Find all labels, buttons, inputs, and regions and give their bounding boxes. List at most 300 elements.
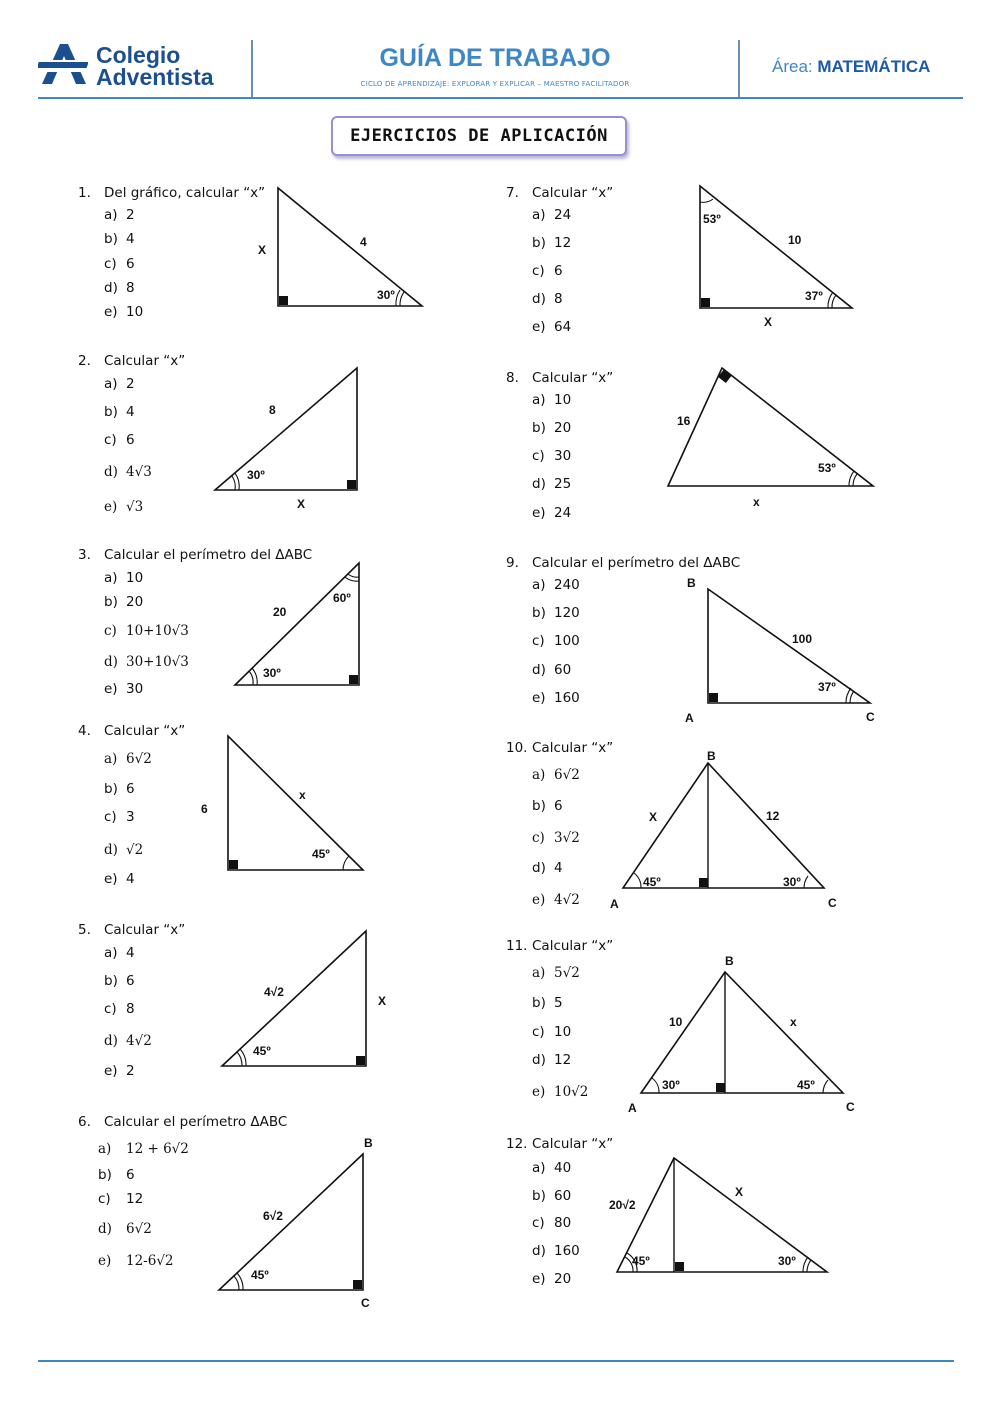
problem-number: 5.: [78, 922, 91, 938]
option-letter: d): [104, 842, 118, 858]
label-angle-bottom: 30º: [263, 666, 281, 680]
option-value: 4: [126, 945, 135, 961]
label-x: x: [753, 495, 760, 509]
problem-number: 9.: [506, 555, 519, 571]
label-vertex-c: C: [846, 1100, 855, 1114]
option-value: 6: [126, 256, 135, 272]
problem-text: Calcular “x”: [104, 723, 186, 739]
right-angle-marker: [709, 693, 718, 702]
option-letter: c): [104, 432, 117, 448]
option: [104, 256, 135, 272]
option: [532, 1243, 580, 1259]
triangle: [668, 368, 873, 486]
triangle-figure-2: [205, 360, 375, 520]
option-value: 12 + 6√2: [126, 1141, 189, 1157]
option: [532, 420, 571, 436]
option-value: 4√2: [126, 1033, 152, 1049]
option-value: 24: [554, 505, 572, 521]
label-x: X: [735, 1185, 744, 1199]
label-vertex-b: B: [364, 1136, 373, 1150]
angle-arc: [807, 1260, 811, 1272]
problem-number: 11.: [506, 938, 528, 954]
option-value: 64: [554, 319, 572, 335]
option-value: 4: [126, 871, 135, 887]
option-value: 8: [126, 280, 135, 296]
option-value: 25: [554, 476, 572, 492]
label-angle-right: 30º: [783, 875, 801, 889]
angle-arc: [348, 574, 359, 577]
triangle-figure-3: [225, 555, 375, 695]
label-angle-left: 30º: [662, 1078, 680, 1092]
option-value: 20: [126, 594, 144, 610]
option-value: 8: [554, 291, 563, 307]
option-letter: a): [532, 965, 546, 981]
label-leg: 16: [677, 414, 691, 428]
subject-area-value: MATEMÁTICA: [817, 57, 931, 76]
triangle: [623, 763, 824, 888]
option-letter: c): [532, 263, 545, 279]
option-value: 10: [126, 570, 144, 586]
triangle: [219, 1154, 363, 1290]
option: [104, 1001, 135, 1017]
option-letter: c): [104, 623, 117, 639]
option-value: 5: [554, 995, 563, 1011]
option-letter: d): [104, 1033, 118, 1049]
option-letter: c): [104, 809, 117, 825]
option: [98, 1141, 189, 1157]
angle-arc: [853, 474, 857, 486]
option-value: 30: [554, 448, 572, 464]
triangle: [641, 972, 843, 1093]
triangle: [700, 186, 852, 308]
problem-11: [506, 938, 613, 954]
option-letter: b): [104, 973, 118, 989]
option-value: 5√2: [554, 965, 580, 981]
section-banner: EJERCICIOS DE APLICACIÓN: [331, 116, 627, 156]
option-value: 8: [126, 1001, 135, 1017]
label-angle: 45º: [312, 847, 330, 861]
problem-number: 10.: [506, 740, 528, 756]
option: [104, 231, 135, 247]
header-rule: [38, 97, 963, 99]
option-value: 6: [126, 1167, 135, 1183]
option-value: 10: [554, 1024, 572, 1040]
option-value: 2: [126, 1063, 135, 1079]
option-letter: e): [98, 1253, 112, 1269]
angle-arc: [400, 292, 404, 306]
school-name: [96, 44, 214, 88]
option-letter: c): [532, 830, 545, 846]
option: [104, 376, 135, 392]
option: [532, 476, 571, 492]
option-value: 6: [126, 973, 135, 989]
option: [104, 1063, 135, 1079]
school-logo-icon: [38, 42, 88, 86]
label-angle-left: 45º: [643, 875, 661, 889]
option-letter: c): [532, 633, 545, 649]
option-letter: d): [532, 476, 546, 492]
option-letter: a): [104, 751, 118, 767]
option-value: 10+10√3: [126, 623, 189, 639]
option-letter: e): [104, 499, 118, 515]
label-vertex-c: C: [828, 896, 837, 910]
option-letter: d): [104, 464, 118, 480]
option-letter: e): [532, 505, 546, 521]
option-letter: c): [98, 1191, 111, 1207]
label-hypotenuse: 6√2: [263, 1209, 283, 1223]
option: [104, 207, 135, 223]
option-letter: e): [532, 1084, 546, 1100]
option-letter: a): [104, 376, 118, 392]
option: [532, 662, 571, 678]
option: [532, 392, 571, 408]
option: [98, 1167, 135, 1183]
option-letter: e): [532, 319, 546, 335]
option: [104, 280, 135, 296]
option: [532, 448, 571, 464]
label-side: 10: [669, 1015, 683, 1029]
school-name-line1: Colegio: [96, 42, 181, 68]
school-name-line2: Adventista: [96, 64, 214, 90]
triangle-figure-9: [680, 575, 885, 730]
option-value: 12: [554, 235, 572, 251]
option-letter: b): [532, 1188, 546, 1204]
angle-arc: [700, 199, 713, 202]
option-letter: d): [98, 1221, 112, 1237]
problem-text: Del gráfico, calcular “x”: [104, 185, 266, 201]
angle-arc: [396, 290, 400, 306]
option: [104, 623, 189, 639]
triangle: [215, 368, 357, 490]
label-side: 12: [766, 809, 780, 823]
option-value: 12: [554, 1052, 572, 1068]
label-angle: 37º: [818, 680, 836, 694]
option: [532, 1024, 571, 1040]
option: [104, 842, 143, 858]
option-letter: c): [104, 256, 117, 272]
option-value: 120: [554, 605, 580, 621]
option-letter: e): [532, 1271, 546, 1287]
label-x: X: [297, 497, 306, 511]
option: [532, 690, 580, 706]
option-value: 6: [126, 432, 135, 448]
problem-text: Calcular “x”: [532, 185, 614, 201]
option-letter: d): [532, 1052, 546, 1068]
option-value: 10: [126, 304, 144, 320]
right-angle-marker: [347, 480, 356, 489]
option-value: 2: [126, 207, 135, 223]
option: [104, 304, 143, 320]
option-value: 6√2: [554, 767, 580, 783]
option-letter: a): [532, 577, 546, 593]
option-letter: c): [532, 1215, 545, 1231]
problem-2: [78, 353, 185, 369]
triangle: [228, 736, 363, 870]
label-x: X: [649, 810, 658, 824]
option: [532, 1160, 571, 1176]
problem-9: [506, 555, 740, 571]
option: [532, 860, 563, 876]
triangle-figure-5: [212, 925, 397, 1075]
problem-4: [78, 723, 185, 739]
option: [532, 1052, 571, 1068]
option-letter: a): [532, 392, 546, 408]
problem-6: [78, 1114, 287, 1130]
option-letter: e): [532, 892, 546, 908]
option: [104, 871, 135, 887]
problem-number: 6.: [78, 1114, 91, 1130]
right-angle-marker: [279, 296, 288, 305]
right-angle-marker: [353, 1280, 362, 1289]
problem-12: [506, 1136, 613, 1152]
right-angle-marker: [675, 1262, 684, 1271]
option-letter: b): [532, 798, 546, 814]
option: [532, 605, 580, 621]
label-side: 20√2: [609, 1198, 636, 1212]
label-hypotenuse: 10: [788, 233, 802, 247]
option-value: 6√2: [126, 1221, 152, 1237]
option-letter: e): [104, 871, 118, 887]
option: [104, 751, 152, 767]
option: [532, 505, 571, 521]
option-value: 20: [554, 1271, 572, 1287]
label-hypotenuse: 8: [269, 403, 276, 417]
triangle-figure-11: [624, 950, 864, 1120]
page-title: GUÍA DE TRABAJO: [379, 44, 611, 72]
option-letter: b): [104, 404, 118, 420]
option-letter: d): [532, 1243, 546, 1259]
label-x: x: [790, 1015, 797, 1029]
problem-7: [506, 185, 613, 201]
label-angle-top: 60º: [333, 591, 351, 605]
label-angle-top: 53º: [703, 212, 721, 226]
problem-10: [506, 740, 613, 756]
label-x: X: [258, 243, 267, 257]
angle-arc: [237, 1052, 242, 1066]
right-angle-marker: [699, 878, 708, 887]
option-value: 30: [126, 681, 144, 697]
problem-text: Calcular “x”: [104, 353, 186, 369]
option-letter: a): [98, 1141, 112, 1157]
option-letter: b): [104, 781, 118, 797]
option-value: 4: [126, 404, 135, 420]
problem-number: 1.: [78, 185, 91, 201]
option-value: 6√2: [126, 751, 152, 767]
problem-number: 3.: [78, 547, 91, 563]
subject-area-label: Área:: [772, 57, 813, 76]
label-angle-bottom: 37º: [805, 289, 823, 303]
label-hypotenuse: 20: [273, 605, 287, 619]
option: [104, 464, 152, 480]
right-angle-marker: [349, 675, 358, 684]
problem-text: Calcular “x”: [532, 740, 614, 756]
option: [532, 1084, 588, 1100]
option: [532, 291, 563, 307]
option-letter: a): [104, 570, 118, 586]
option: [532, 995, 563, 1011]
angle-arc: [343, 856, 349, 870]
problem-text: Calcular el perímetro del ΔABC: [532, 555, 741, 571]
option-value: 6: [554, 798, 563, 814]
option-letter: b): [104, 231, 118, 247]
angle-arc: [234, 1276, 239, 1290]
footer-rule: [38, 1360, 954, 1362]
option: [98, 1191, 143, 1207]
option-letter: e): [532, 690, 546, 706]
option: [532, 1215, 571, 1231]
label-vertex-b: B: [687, 576, 696, 590]
option: [104, 654, 189, 670]
triangle-figure-8: [660, 362, 880, 512]
angle-arc: [634, 873, 641, 888]
option: [532, 633, 580, 649]
header-divider-left: [251, 40, 253, 98]
option-value: 100: [554, 633, 580, 649]
problem-text: Calcular “x”: [532, 1136, 614, 1152]
option: [98, 1221, 152, 1237]
problem-text: Calcular “x”: [104, 922, 186, 938]
label-leg: 6: [201, 802, 208, 816]
option: [104, 681, 143, 697]
option: [104, 594, 143, 610]
option-letter: d): [104, 280, 118, 296]
label-hypotenuse: 4√2: [264, 985, 284, 999]
option: [532, 767, 580, 783]
option-letter: c): [532, 448, 545, 464]
label-vertex-c: C: [866, 710, 875, 724]
option: [104, 781, 135, 797]
problem-8: [506, 370, 613, 386]
label-hypotenuse: 100: [792, 632, 813, 646]
option-letter: c): [532, 1024, 545, 1040]
angle-arc: [232, 476, 235, 490]
option-value: 3: [126, 809, 135, 825]
option-letter: d): [532, 662, 546, 678]
label-x: x: [299, 788, 306, 802]
option-value: 4: [554, 860, 563, 876]
problem-number: 2.: [78, 353, 91, 369]
label-vertex-b: B: [707, 749, 716, 763]
label-vertex-c: C: [361, 1296, 370, 1310]
problem-1: [78, 185, 265, 201]
option-value: √2: [126, 842, 144, 858]
right-angle-marker: [356, 1056, 365, 1065]
option-value: 4: [126, 231, 135, 247]
page-subtitle: CICLO DE APRENDIZAJE: EXPLORAR Y EXPLICAR – MAESTRO FACILITADOR: [360, 80, 630, 88]
option: [104, 945, 135, 961]
option-letter: d): [532, 860, 546, 876]
option-value: √3: [126, 499, 144, 515]
label-vertex-a: A: [628, 1101, 637, 1115]
problem-text: Calcular “x”: [532, 938, 614, 954]
option-letter: a): [532, 1160, 546, 1176]
option-value: 80: [554, 1215, 572, 1231]
label-angle-left: 45º: [632, 1254, 650, 1268]
option: [104, 404, 135, 420]
option-letter: c): [104, 1001, 117, 1017]
option-letter: e): [104, 681, 118, 697]
option-value: 240: [554, 577, 580, 593]
label-hypotenuse: 4: [360, 235, 367, 249]
problem-number: 7.: [506, 185, 519, 201]
right-angle-marker: [716, 1083, 725, 1092]
option: [104, 499, 143, 515]
option-value: 4√2: [554, 892, 580, 908]
label-angle: 53º: [818, 461, 836, 475]
option-value: 60: [554, 1188, 572, 1204]
problem-number: 12.: [506, 1136, 528, 1152]
problem-number: 4.: [78, 723, 91, 739]
option-letter: b): [104, 594, 118, 610]
triangle: [222, 931, 366, 1066]
option-value: 6: [126, 781, 135, 797]
option-value: 10: [554, 392, 572, 408]
label-angle-right: 30º: [778, 1254, 796, 1268]
label-vertex-a: A: [685, 711, 694, 725]
right-angle-marker: [229, 860, 238, 869]
option-value: 6: [554, 263, 563, 279]
option: [104, 1033, 152, 1049]
angle-arc: [804, 876, 808, 888]
option-letter: a): [104, 945, 118, 961]
option-value: 160: [554, 690, 580, 706]
option-letter: a): [104, 207, 118, 223]
option: [532, 235, 571, 251]
option: [532, 577, 580, 593]
option: [532, 1188, 571, 1204]
problem-5: [78, 922, 185, 938]
option: [532, 263, 563, 279]
triangle-figure-7: [690, 178, 865, 338]
label-angle: 30º: [377, 288, 395, 302]
triangle: [235, 563, 359, 685]
option-value: 40: [554, 1160, 572, 1176]
right-angle-marker: [701, 298, 710, 307]
option: [104, 432, 135, 448]
angle-arc: [850, 691, 854, 703]
option-value: 12-6√2: [126, 1253, 174, 1269]
option-letter: e): [104, 1063, 118, 1079]
option-value: 20: [554, 420, 572, 436]
angle-arc: [652, 1078, 659, 1093]
option-value: 10√2: [554, 1084, 589, 1100]
option-letter: b): [98, 1167, 112, 1183]
problem-text: Calcular “x”: [532, 370, 614, 386]
option-letter: a): [532, 767, 546, 783]
option-letter: d): [104, 654, 118, 670]
option-value: 4√3: [126, 464, 152, 480]
label-angle: 45º: [253, 1044, 271, 1058]
angle-arc: [832, 295, 836, 308]
option-value: 60: [554, 662, 572, 678]
label-vertex-a: A: [610, 897, 619, 911]
triangle: [708, 589, 870, 703]
option-letter: b): [532, 605, 546, 621]
option: [104, 973, 135, 989]
option: [532, 319, 571, 335]
problem-text: Calcular el perímetro ΔABC: [104, 1114, 288, 1130]
option-value: 24: [554, 207, 572, 223]
option: [104, 570, 143, 586]
option: [532, 830, 580, 846]
option-letter: e): [104, 304, 118, 320]
option-letter: b): [532, 420, 546, 436]
option: [532, 207, 571, 223]
option-value: 160: [554, 1243, 580, 1259]
triangle-figure-4: [195, 728, 375, 878]
label-angle: 30º: [247, 468, 265, 482]
option: [532, 1271, 571, 1287]
